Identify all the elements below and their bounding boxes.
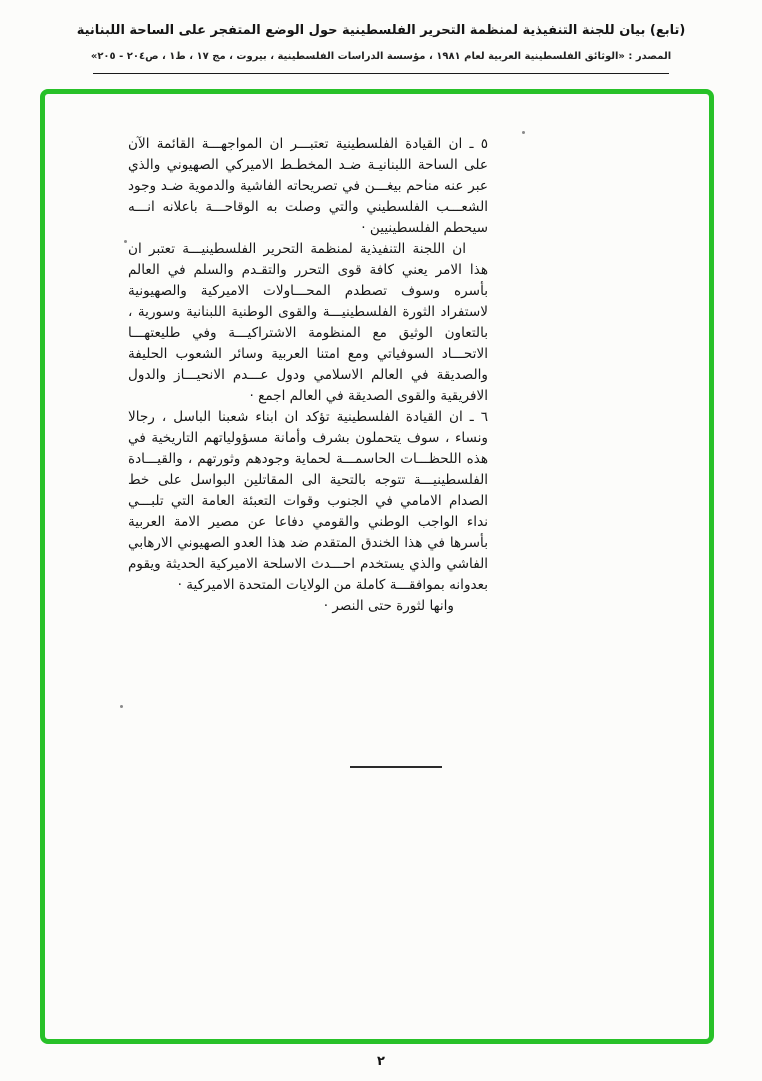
scan-speck bbox=[522, 131, 525, 134]
paragraph-5: ٥ ـ ان القيادة الفلسطينية تعتبـــر ان المواجهـــة القائمة الآن على الساحة اللبنانيـة ضـد المخطـط الاميركي الصهيوني والذي عبر عنه مناحم بيغـــن في تصريحاته الفاشية والدموية ضـد وجود الشعـــب الفلسطيني والتي وصلت به الوقاحـــة باعلانه انـــه سيحطم الفلسطينيين · bbox=[128, 136, 488, 236]
end-of-document-divider bbox=[350, 766, 442, 768]
page-number: ٢ bbox=[377, 1054, 385, 1069]
header-divider-line bbox=[93, 73, 669, 74]
scan-speck bbox=[124, 240, 127, 243]
paragraph-5-continuation: ان اللجنة التنفيذية لمنظمة التحرير الفلسطينيـــة تعتبر ان هذا الامر يعني كافة قوى التحرر والتقـدم والسلم في العالم بأسره وسوف تصطدم المحـــاولات الاميركية والصهيونية لاستفراد الثورة الفلسطينيـــة والقوى الوطنية اللبنانية وسورية ، بالتعاون الوثيق مع المنظومة الاشتراكيـــة وفي طليعتهـــا الاتحـــاد السوفياتي ومع امتنا العربية وسائر الشعوب الحليفة والصديقة في العالم الاسلامي ودول عـــدم الانحيـــاز والدول الافريقية والقوى الصديقة في العالم اجمع · bbox=[128, 241, 488, 404]
scan-speck bbox=[120, 705, 123, 708]
document-title: (تابع) بيان للجنة التنفيذية لمنظمة التحرير الفلسطينية حول الوضع المتفجر على الساحة اللبنانية bbox=[76, 23, 686, 38]
document-body bbox=[128, 134, 488, 617]
paragraph-6: ٦ ـ ان القيادة الفلسطينية تؤكد ان ابناء شعبنا الباسل ، رجالا ونساء ، سوف يتحملون بشرف وأمانة مسؤولياتهم التاريخية في هذه اللحظـــات الحاسمـــة لحماية وجودهم وثورتهم ، والقيـــادة الفلسطينيـــة تتوجه بالتحية الى المقاتلين البواسل على خط الصدام الامامي في الجنوب وقوات التعبئة العامة التي تلبـــي نداء الواجب الوطني والقومي دفاعا عن مصير الامة العربية بأسرها في هذا الخندق المتقدم ضد هذا العدو الصهيوني الارهابي الفاشي والذي يستخدم احـــدث الاسلحة الاميركية الحديثة ويقوم بعدوانه بموافقـــة كاملة من الولايات المتحدة الاميركية · bbox=[128, 409, 488, 593]
source-citation: المصدر : «الوثائق الفلسطينية العربية لعام ١٩٨١ ، مؤسسة الدراسات الفلسطينية ، بيروت ، مج ١٧ ، ط١ ، ص٢٠٤ - ٢٠٥» bbox=[90, 51, 672, 62]
closing-line: وانها لثورة حتى النصر · bbox=[323, 598, 454, 614]
